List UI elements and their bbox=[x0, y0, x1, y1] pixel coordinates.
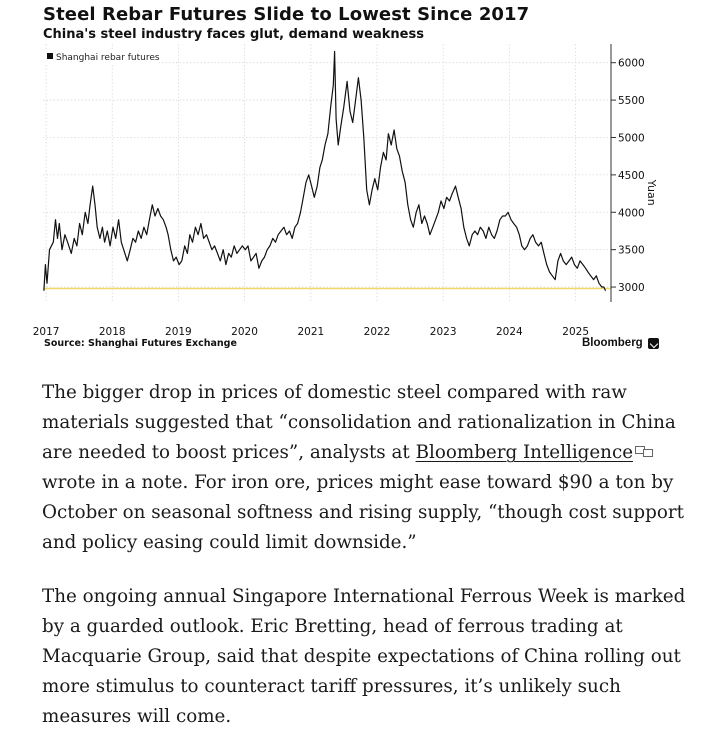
y-axis-label: Yuan bbox=[645, 179, 658, 206]
article-paragraph-2: The ongoing annual Singapore International Ferrous Week is marked by a guarded outlook. Eric Bretting, head of ferrous trading at Macquarie Group, said that despite expectations of China rolling out more stimulus to counteract tariff pressures, it’s unlikely such measures will come. bbox=[42, 586, 686, 727]
rebar-price-chart bbox=[0, 44, 719, 336]
legend-label: Shanghai rebar futures bbox=[56, 53, 160, 63]
bloomberg-logo bbox=[582, 337, 659, 349]
y-tick-label: 6000 bbox=[618, 57, 645, 70]
y-tick-label: 3500 bbox=[618, 244, 645, 257]
series-line-rebar bbox=[44, 52, 606, 291]
chart-title: Steel Rebar Futures Slide to Lowest Since 2017 bbox=[43, 4, 530, 25]
x-tick-label: 2021 bbox=[297, 326, 325, 336]
y-tick-label: 5500 bbox=[618, 95, 645, 108]
y-tick-label: 4500 bbox=[618, 169, 645, 182]
article-paragraph-1 bbox=[42, 378, 687, 558]
y-tick-label: 4000 bbox=[618, 207, 645, 220]
x-tick-label: 2020 bbox=[231, 326, 258, 336]
chart-gridlines bbox=[43, 44, 611, 302]
x-tick-label: 2018 bbox=[98, 326, 126, 336]
y-tick-label: 3000 bbox=[618, 282, 645, 295]
p1-text-before: The bigger drop in prices of domestic steel compared with raw materials suggested that “consolidation and rationalization in China are needed to boost prices”, analysts at bbox=[42, 382, 676, 463]
y-tick-label: 5000 bbox=[618, 132, 645, 145]
p1-text-after: wrote in a note. For iron ore, prices might ease toward $90 a ton by October on seasonal softness and rising supply, “though cost support and policy easing could limit downside.” bbox=[42, 472, 684, 553]
terminal-link-icon[interactable] bbox=[635, 446, 653, 457]
bloomberg-intelligence-link[interactable]: Bloomberg Intelligence bbox=[415, 442, 634, 463]
x-tick-label: 2017 bbox=[32, 326, 60, 336]
x-tick-label: 2024 bbox=[495, 326, 523, 336]
legend-swatch bbox=[47, 53, 53, 59]
chart-subtitle: China's steel industry faces glut, demand weakness bbox=[43, 27, 424, 42]
x-tick-label: 2023 bbox=[429, 326, 457, 336]
chart-source: Source: Shanghai Futures Exchange bbox=[44, 338, 237, 349]
brand-name: Bloomberg bbox=[582, 337, 643, 349]
x-tick-label: 2025 bbox=[562, 326, 590, 336]
x-tick-label: 2019 bbox=[165, 326, 192, 336]
x-tick-label: 2022 bbox=[363, 326, 391, 336]
bloomberg-icon bbox=[648, 338, 659, 349]
